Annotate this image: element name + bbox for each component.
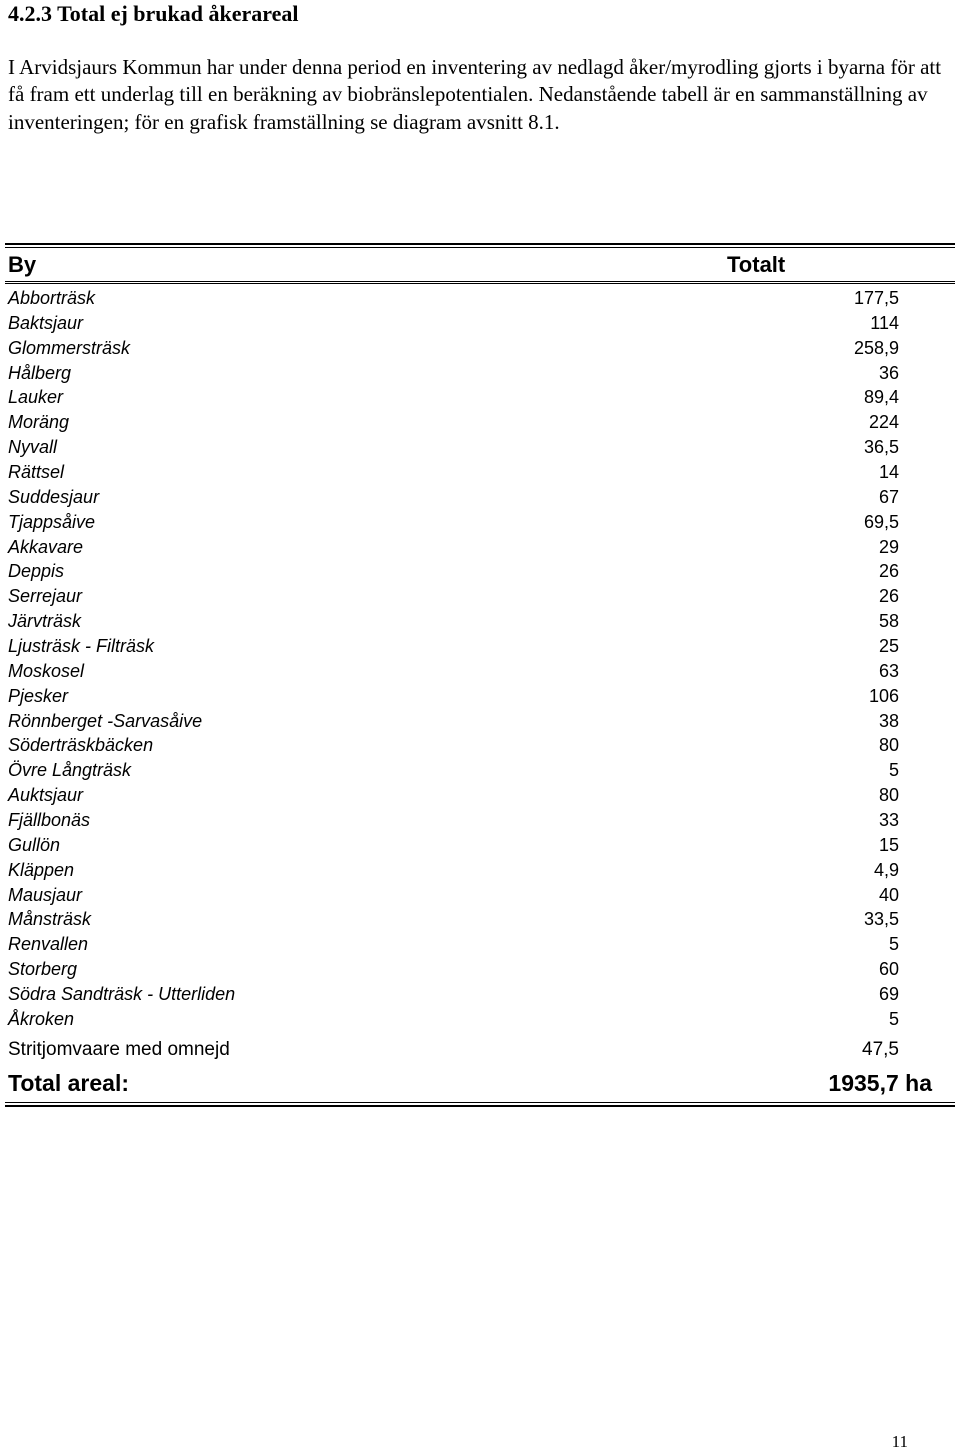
row-value: 69 <box>878 984 899 1005</box>
row-name: Glommersträsk <box>8 337 131 358</box>
row-name: Hålberg <box>8 362 72 383</box>
row-value: 36 <box>878 362 899 383</box>
row-name: Åkroken <box>8 1008 75 1029</box>
row-value: 67 <box>878 486 899 507</box>
row-name: Renvallen <box>8 934 89 955</box>
row-value: 80 <box>878 735 899 756</box>
row-name: Abborträsk <box>8 288 96 308</box>
table-row <box>0 659 960 684</box>
total-label: Total areal: <box>8 1070 129 1096</box>
table-row <box>0 584 960 609</box>
row-name: Mausjaur <box>8 884 83 905</box>
table-total-row <box>0 1067 960 1099</box>
row-name: Moräng <box>8 412 70 433</box>
column-header-total: Totalt <box>727 252 786 277</box>
row-value: 177,5 <box>853 288 899 308</box>
table-row <box>0 336 960 361</box>
table-top-rule <box>5 243 955 245</box>
table-body <box>0 286 960 1032</box>
table-row <box>0 435 960 460</box>
page-number: 11 <box>891 1432 908 1451</box>
row-value: 47,5 <box>862 1039 899 1060</box>
row-value: 36,5 <box>863 437 899 458</box>
row-name: Fjällbonäs <box>8 810 91 831</box>
row-value: 33,5 <box>863 909 899 930</box>
row-value: 106 <box>868 685 899 706</box>
total-value: 1935,7 ha <box>828 1070 932 1096</box>
row-value: 40 <box>878 884 899 905</box>
table-bottom-rule <box>5 1102 955 1103</box>
intro-paragraph: I Arvidsjaurs Kommun har under denna period en inventering av nedlagd åker/myrodling gjorts i byarna för att få fram ett underlag till en beräkning av biobränslepotentialen. Nedanstående tabell är en sammanställning av inventeringen; för en grafisk framställning se diagram avsnitt 8.1. <box>8 55 942 134</box>
table-top-rule-inner <box>5 247 955 248</box>
row-name: Pjesker <box>8 685 69 706</box>
table-row <box>0 385 960 410</box>
row-value: 258,9 <box>853 337 899 358</box>
table-row <box>0 311 960 336</box>
row-value: 33 <box>878 810 899 831</box>
row-name: Deppis <box>8 561 65 582</box>
table-row <box>0 485 960 510</box>
row-name: Serrejaur <box>8 586 83 607</box>
table-row <box>0 932 960 957</box>
section-heading: 4.2.3 Total ej brukad åkerareal <box>8 1 299 26</box>
row-name: Akkavare <box>8 536 84 557</box>
row-value: 29 <box>878 536 899 557</box>
row-name: Ljusträsk - Filträsk <box>8 636 155 657</box>
row-name: Auktsjaur <box>8 785 84 806</box>
row-value: 5 <box>888 1008 899 1029</box>
row-name: Stritjomvaare med omnejd <box>8 1039 230 1060</box>
header-rule <box>5 281 955 282</box>
table-row <box>0 684 960 709</box>
table-row <box>0 957 960 982</box>
table-row <box>0 883 960 908</box>
table-row <box>0 1007 960 1032</box>
row-value: 114 <box>870 312 899 333</box>
table-row <box>0 733 960 758</box>
row-name: Övre Långträsk <box>8 760 132 781</box>
row-name: Storberg <box>8 959 78 980</box>
row-value: 26 <box>878 561 899 582</box>
row-name: Suddesjaur <box>8 486 100 507</box>
table-row <box>0 833 960 858</box>
header-rule-inner <box>5 283 955 284</box>
row-value: 38 <box>878 710 899 731</box>
row-name: Lauker <box>8 387 64 408</box>
row-name: Södra Sandträsk - Utterliden <box>8 984 236 1005</box>
row-name: Månsträsk <box>8 909 92 930</box>
row-name: Nyvall <box>8 437 58 458</box>
table-row <box>0 982 960 1007</box>
row-name: Rönnberget -Sarvasåive <box>8 710 203 731</box>
row-value: 63 <box>878 660 899 681</box>
row-name: Rättsel <box>8 462 65 483</box>
table-row <box>0 758 960 783</box>
row-value: 224 <box>868 412 899 433</box>
table-bottom-rule-outer <box>5 1105 955 1107</box>
table-row <box>0 535 960 560</box>
table-row <box>0 559 960 584</box>
table-row <box>0 907 960 932</box>
row-value: 14 <box>878 462 899 483</box>
row-value: 58 <box>878 611 899 632</box>
row-value: 15 <box>878 834 899 855</box>
row-value: 4,9 <box>873 859 899 880</box>
row-name: Tjappsåive <box>8 511 96 532</box>
row-value: 69,5 <box>863 511 899 532</box>
row-value: 5 <box>888 934 899 955</box>
column-header-by: By <box>8 252 37 277</box>
row-value: 80 <box>878 785 899 806</box>
row-name: Järvträsk <box>8 611 82 632</box>
table-row <box>0 410 960 435</box>
row-value: 25 <box>878 636 899 657</box>
table-row <box>0 808 960 833</box>
row-value: 5 <box>888 760 899 781</box>
row-name: Baktsjaur <box>8 312 84 333</box>
table-row <box>0 783 960 808</box>
row-value: 89,4 <box>863 387 899 408</box>
row-name: Gullön <box>8 834 61 855</box>
table-row <box>0 609 960 634</box>
table-row <box>0 709 960 734</box>
row-name: Söderträskbäcken <box>8 735 154 756</box>
row-name: Moskosel <box>8 660 85 681</box>
row-name: Kläppen <box>8 859 75 880</box>
table-row <box>0 634 960 659</box>
table-row <box>0 286 960 311</box>
table-row <box>0 510 960 535</box>
table-row <box>0 858 960 883</box>
table-row <box>0 361 960 386</box>
row-value: 26 <box>878 586 899 607</box>
table-row <box>0 460 960 485</box>
table-row-extra <box>0 1037 960 1063</box>
row-value: 60 <box>878 959 899 980</box>
